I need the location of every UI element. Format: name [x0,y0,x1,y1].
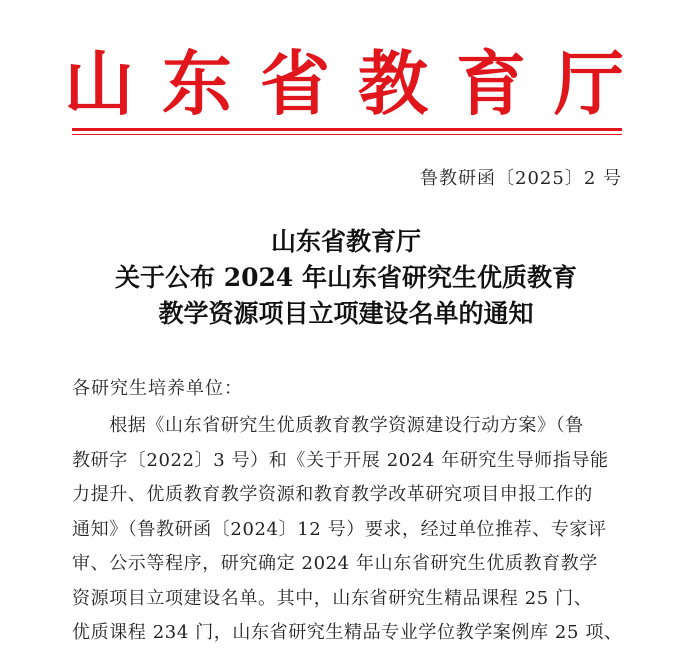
document-title [0,224,692,332]
body-line: 优质课程 234 门，山东省研究生精品专业学位教学案例库 25 项、 [72,622,623,643]
header-divider-thin [72,134,622,135]
body-line: 根据《山东省研究生优质教育教学资源建设行动方案》（鲁 [72,415,584,436]
body-line: 通知》（鲁教研函〔2024〕12 号）要求，经过单位推荐、专家评 [72,518,607,540]
document-number: 鲁教研函〔2025〕2 号 [420,168,622,189]
body-text [72,409,624,651]
masthead-char: 山 [64,43,134,125]
masthead-char: 东 [162,43,232,125]
body-line: 资源项目立项建设名单。其中，山东省研究生精品课程 25 门、 [72,587,593,609]
title-line: 教学资源项目立项建设名单的通知 [158,299,534,328]
body-line: 力提升、优质教育教学资源和教育教学改革研究项目申报工作的 [72,484,593,505]
title-line: 关于公布 2024 年山东省研究生优质教育 [115,263,577,292]
masthead-char: 厅 [554,43,624,125]
body-line: 审、公示等程序，研究确定 2024 年山东省研究生优质教育教学 [72,553,598,574]
masthead-char: 育 [456,43,526,125]
masthead-char: 省 [260,43,330,125]
issuer-masthead [64,44,624,124]
header-divider-thick [72,128,622,131]
masthead-char: 教 [358,43,428,125]
salutation: 各研究生培养单位： [72,378,243,399]
title-line: 山东省教育厅 [270,227,421,256]
body-line: 教研字〔2022〕3 号）和《关于开展 2024 年研究生导师指导能 [72,449,609,471]
